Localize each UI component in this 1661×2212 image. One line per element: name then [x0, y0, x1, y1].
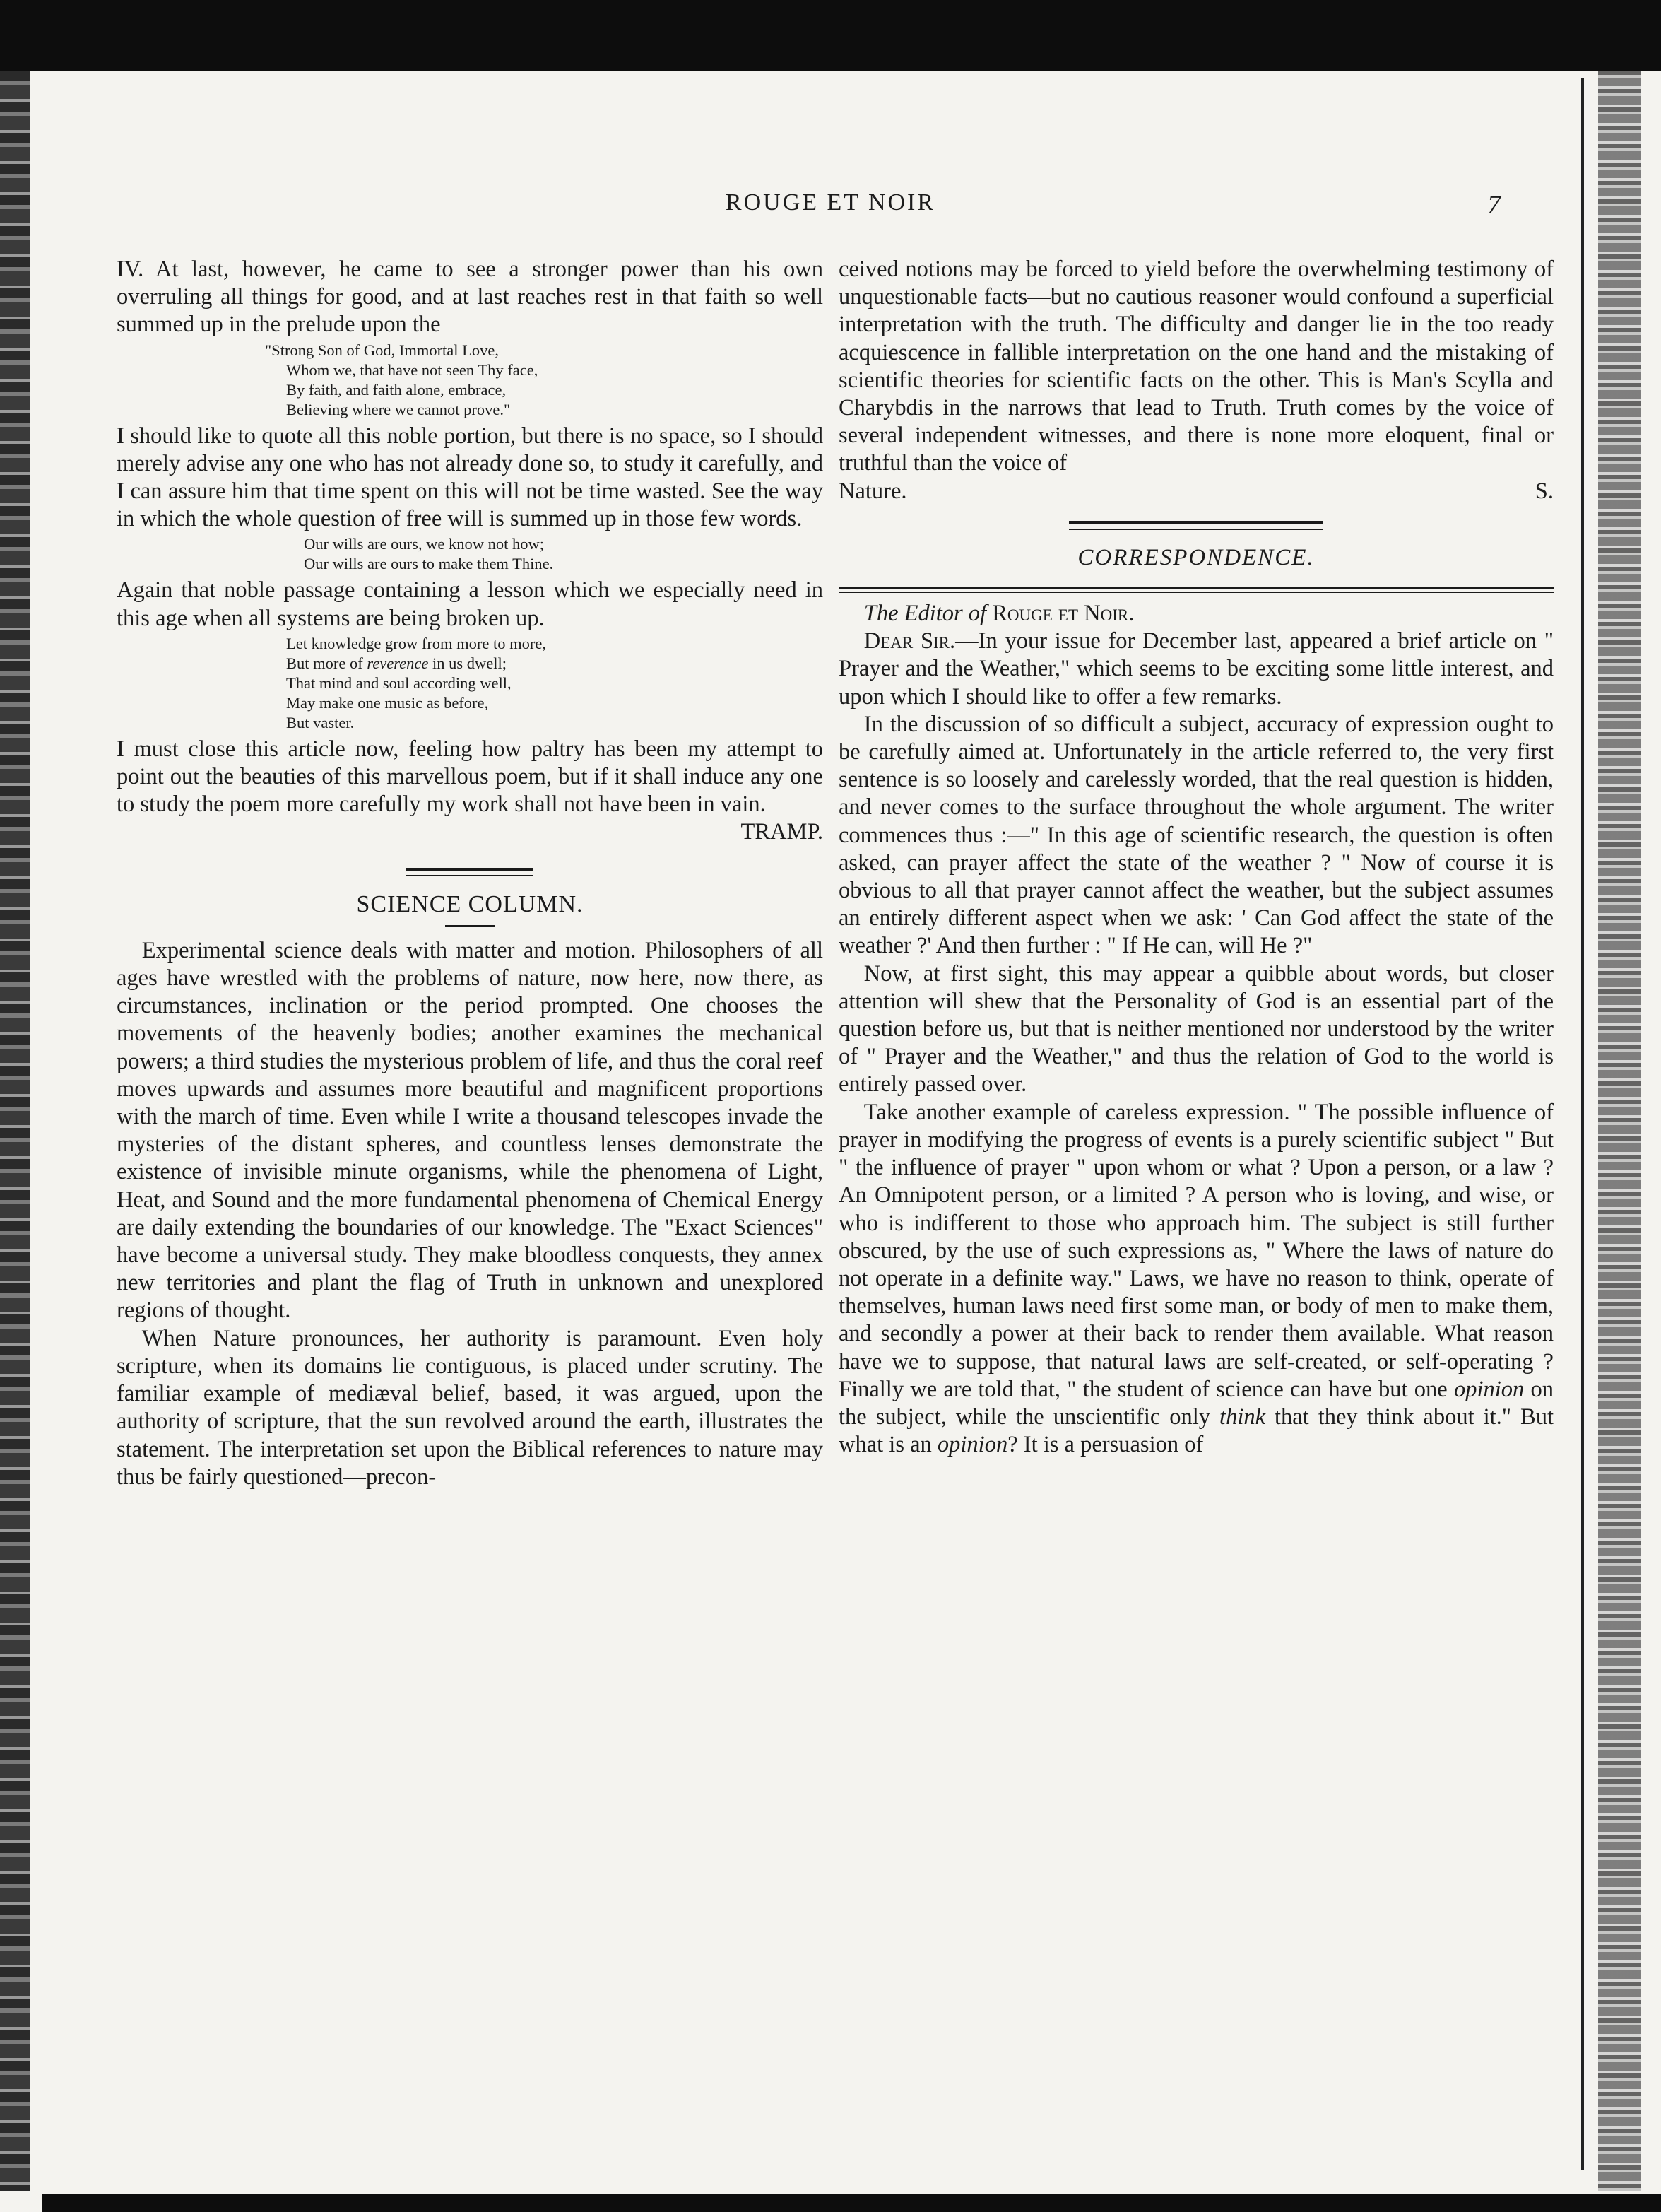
right-paragraph-3: In the discussion of so difficult a subject, accuracy of expression ought to be carefully aimed at. Unfortunately in the article referred to, the very first sentence is so loosely and carelessly worded, that the real question is hidden, and never comes to the surface throughout the whole argument. The writer commences thus :—" In this age of scientific research, the question is often asked, can prayer affect the state of the weather ? " Now of course it is obvious to all that prayer cannot affect the weather, but the subject assumes an entirely different aspect when we ask: ' Can God affect the state of the weather ?' And then further : " If He can, will He ?" [839, 711, 1554, 959]
editor-address [839, 600, 1554, 628]
verse-line: By faith, and faith alone, embrace, [286, 380, 507, 399]
bottom-scan-border [42, 2194, 1661, 2212]
verse-text: in us dwell; [428, 654, 507, 672]
science-column-heading: SCIENCE COLUMN. [356, 890, 584, 917]
verse-text: But more of [286, 654, 367, 672]
left-binding-edge [0, 71, 30, 2191]
paragraph-text: —In your issue for December last, appeared a brief article on " Prayer and the Weather," which seems to be exciting some little interest, and upon which I should like to offer a few remarks. [839, 628, 1554, 710]
right-paragraph-5 [839, 1099, 1554, 1459]
paragraph-text: ? It is a persuasion of [1007, 1432, 1204, 1458]
dear-sir: Dear Sir. [863, 628, 956, 654]
emphasis-think: think [1219, 1404, 1266, 1430]
emphasis-opinion: opinion [1453, 1376, 1525, 1402]
section-divider [1069, 521, 1323, 530]
verse-knowledge [117, 634, 823, 733]
verse-line: Our wills are ours to make them Thine. [304, 555, 554, 573]
left-column [117, 256, 823, 1491]
heading-rule [445, 925, 495, 927]
left-paragraph-5: Experimental science deals with matter and motion. Philosophers of all ages have wrestled with the problems of nature, now here, now there, as circumstances, inclination or the period prompted. One chooses the movements of the heavenly bodies; another examines the mechanical powers; a third studies the mysterious problem of life, and thus the coral reef moves upwards and assumes more beautiful and magnificent proportions with the march of time. Even while I write a thousand telescopes invade the mysteries of the distant spheres, and countless lenses demonstrate the existence of invisible minute organisms, while the phenomena of Light, Heat, and Sound and the more fundamental phenomena of Chemical Energy are daily extending the boundaries of our knowledge. The "Exact Sciences" have become a universal study. They make bloodless conquests, they annex new territories and plant the flag of Truth in unknown and unexplored regions of thought. [117, 937, 824, 1324]
correspondence-heading: CORRESPONDENCE. [1077, 544, 1315, 570]
verse-line [286, 654, 823, 673]
right-paragraph-4: Now, at first sight, this may appear a quibble about words, but closer attention will shew that the Personality of God is an essential part of the question before us, but that is neither mentioned nor understood by the writer of " Prayer and the Weather," and thus the relation of God to the world is entirely passed over. [839, 960, 1554, 1098]
right-paragraph-2 [839, 628, 1554, 711]
right-paragraph-1-end [839, 478, 1554, 505]
address-italic: The Editor of [863, 601, 993, 627]
verse-line: But vaster. [286, 713, 355, 731]
paragraph-text: that they think about it." But what is an [839, 1404, 1554, 1458]
emphasis-opinion: opinion [937, 1432, 1008, 1458]
verse-strong-son [117, 341, 823, 420]
verse-line: Our wills are ours, we know not how; [304, 535, 544, 553]
running-title: ROUGE ET NOIR [725, 189, 936, 216]
signature-tramp: TRAMP. [740, 819, 823, 845]
address-title: Rouge et Noir. [992, 601, 1135, 627]
section-divider [406, 868, 533, 876]
verse-line: Believing where we cannot prove." [286, 400, 511, 418]
right-paragraph-1: ceived notions may be forced to yield before the overwhelming testimony of unquestionable facts—but no cautious reasoner would confound a superficial interpretation with the truth. The difficulty and danger lie in the too ready acquiescence in fallible interpretation on the one hand and the mistaking of scientific theories for scientific facts on the other. This is Man's Scylla and Charybdis in the narrows that lead to Truth. Truth comes by the voice of several independent witnesses, and there is none more eloquent, final or truthful than the voice of [839, 257, 1554, 476]
page-number: 7 [1487, 190, 1501, 220]
left-paragraph-4: I must close this article now, feeling how paltry has been my attempt to point out the beauties of this marvellous poem, but if it shall induce any one to study the poem more carefully my work shall not have been in vain. [117, 736, 823, 818]
verse-line: "Strong Son of God, Immortal Love, [265, 341, 500, 359]
left-paragraph-2: I should like to quote all this noble portion, but there is no space, so I should merely advise any one who has not already done so, to study it carefully, and I can assure him that time spent on this will not be time wasted. See the way in which the whole question of free will is summed up in those few words. [117, 423, 823, 532]
last-word: Nature. [839, 478, 907, 504]
signature-s: S. [1535, 478, 1554, 504]
left-paragraph-1: IV. At last, however, he came to see a stronger power than his own overruling all things for good, and at last reaches rest in that faith so well summed up in the prelude upon the [117, 257, 823, 338]
verse-line: Whom we, that have not seen Thy face, [286, 360, 538, 379]
left-paragraph-6: When Nature pronounces, her authority is paramount. Even holy scripture, when its domains lie contiguous, is placed under scrutiny. The familiar example of mediæval belief, based, it was argued, upon the authority of scripture, that the sun revolved around the earth, illustrates the statement. The interpretation set upon the Biblical references to nature may thus be fairly questioned—precon- [117, 1325, 823, 1490]
right-column [839, 256, 1554, 1459]
verse-line: May make one music as before, [286, 693, 489, 712]
left-paragraph-3: Again that noble passage containing a lesson which we especially need in this age when all systems are being broken up. [117, 577, 823, 631]
verse-line: Let knowledge grow from more to more, [286, 634, 547, 652]
verse-emphasis: reverence [367, 654, 429, 672]
double-rule [839, 587, 1554, 593]
paragraph-text: Take another example of careless expression. " The possible influence of prayer in modifying the progress of events is a purely scientific subject " But " the influence of prayer " upon whom or what ? Upon a person, or a law ? An Omnipotent person, or a limited ? A person who is loving, and wise, or who is indifferent to those who approach him. The subject is still further obscured, by the use of such expressions as, " Where the laws of nature do not operate in a definite way." Laws, we have no reason to think, operate of themselves, human laws need first some man, or body of men to make them, and secondly a power at their back to render them available. What reason have we to suppose, that natural laws are self-created, or self-operating ? Finally we are told that, " the student of science can have but one [839, 1099, 1554, 1402]
top-scan-border [0, 0, 1661, 71]
paragraph-text: on the subject, while the unscientific only [839, 1376, 1554, 1430]
right-page-edge-line [1581, 78, 1584, 2170]
verse-our-wills [117, 534, 823, 574]
right-scan-edge [1598, 71, 1641, 2191]
verse-line: That mind and soul according well, [286, 673, 512, 692]
